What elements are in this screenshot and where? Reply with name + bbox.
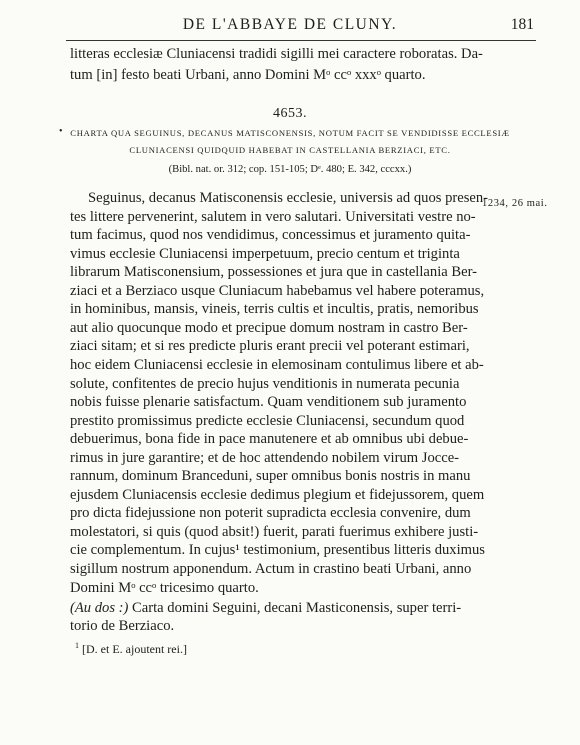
body-line: ejusdem Cluniacensis ecclesie dedimus plegium et fidejussorem, quem — [70, 486, 485, 503]
body-line: cie complementum. In cujus¹ testimonium, presentibus litteris duximus — [70, 542, 485, 559]
charter-number: 4653. — [273, 106, 307, 121]
body-line: vimus ecclesie Cluniacensi imperpetuum, precio centum et triginta — [70, 245, 460, 262]
body-line: Domini Mᵒ ccᵒ tricesimo quarto. — [70, 579, 259, 596]
body-line: ziaci et a Berziaco usque Cluniacum habebamus vel habere poteramus, — [70, 282, 485, 299]
dorsal-text: Carta domini Seguini, decani Masticonensis, super terri- — [128, 600, 462, 616]
body-line: ziaci sitam; et si res predicte pluris erant precii vel poterant estimari, — [70, 338, 470, 355]
body-line: solute, confitentes de precio hujus venditionis in numerata pecunia — [70, 375, 460, 392]
source-reference: (Bibl. nat. or. 312; cop. 151-105; Dᵉ. 480; E. 342, cccxx.) — [168, 164, 412, 175]
body-line: tum facimus, quod nos vendidimus, concessimus et juramento quita- — [70, 227, 471, 244]
footnote-mark: 1 — [75, 641, 79, 650]
body-line: molestatori, si quis (quod absit!) fuerit, parati fuerimus exhibere justi- — [70, 523, 479, 540]
body-line: nobis fuisse plenarie satisfactum. Quam venditionem sub juramento — [70, 394, 467, 411]
body-line: in hominibus, mansis, vineis, terris cultis et incultis, pratis, nemoribus — [70, 301, 479, 318]
body-line: hoc eidem Cluniacensi ecclesie in elemosinam contulimus libere et ab- — [70, 356, 484, 373]
margin-date: 1234, 26 mai. — [482, 198, 548, 209]
header-rule — [66, 40, 536, 41]
previous-charter-line: tum [in] festo beati Urbani, anno Domini Mᵒ ccᵒ xxxᵒ quarto. — [70, 67, 426, 83]
body-line: debuerimus, bona fide in pace manutenere et ab omnibus ubi debue- — [70, 431, 469, 448]
dorsal-note — [70, 600, 461, 617]
body-line: tes littere pervenerint, salutem in vero salutari. Universitati vestre no- — [70, 208, 476, 225]
running-title: DE L'ABBAYE DE CLUNY. — [182, 16, 398, 33]
body-line: rimus in jure garantire; et de hoc attendendo nobilem virum Jocce- — [70, 449, 460, 466]
previous-charter-line: litteras ecclesiæ Cluniacensi tradidi sigilli mei caractere roboratas. Da- — [70, 46, 483, 62]
bullet-mark: • — [59, 126, 63, 137]
body-line: aut alio quocunque modo et precipue domum nostram in castro Ber- — [70, 319, 468, 336]
footnote-text: [D. et E. ajoutent rei.] — [79, 642, 187, 656]
body-line: librarum Matisconensium, possessiones et jura que in castellania Ber- — [70, 264, 478, 281]
running-header — [0, 14, 580, 38]
body-line: prestito promissimus predicte ecclesie Cluniacensi, secundum quod — [70, 412, 465, 429]
body-line: pro dicta fidejussione non poterit supradicta ecclesia convenire, dum — [70, 505, 471, 522]
body-line: rannum, dominum Branceduni, super omnibus bonis nostris in manu — [70, 468, 471, 485]
dorsal-label: (Au dos :) — [70, 600, 129, 616]
body-line: sigillum nostrum apponendum. Actum in crastino beati Urbani, anno — [70, 561, 472, 577]
footnote — [75, 641, 187, 657]
charter-caption-line: CHARTA QUA SEGUINUS, DECANUS MATISCONENSIS, NOTUM FACIT SE VENDIDISSE ECCLESIÆ — [70, 128, 510, 138]
charter-caption-line: CLUNIACENSI QUIDQUID HABEBAT IN CASTELLANIA BERZIACI, ETC. — [129, 145, 451, 155]
page-number: 181 — [510, 16, 534, 33]
body-line: Seguinus, decanus Matisconensis ecclesie, universis ad quos presen- — [88, 190, 489, 206]
dorsal-note-continued: torio de Berziaco. — [70, 618, 175, 634]
